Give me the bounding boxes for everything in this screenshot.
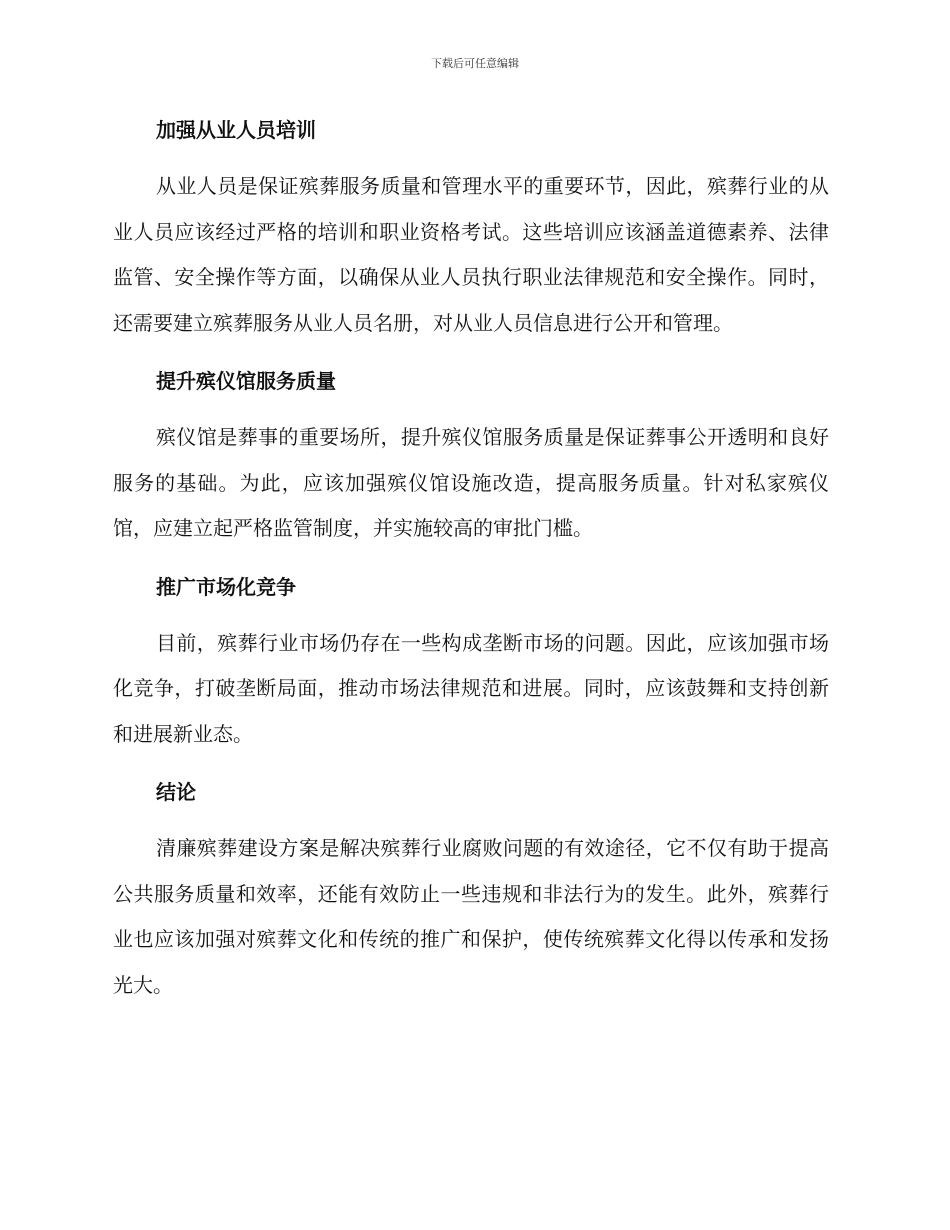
document-body	[113, 107, 829, 1020]
section-funeral-home-quality	[113, 358, 829, 552]
section-paragraph: 目前，殡葬行业市场仍存在一些构成垄断市场的问题。因此，应该加强市场化竞争，打破垄断局面，推动市场法律规范和进展。同时，应该鼓舞和支持创新和进展新业态。	[113, 630, 829, 746]
section-market-competition	[113, 564, 829, 758]
section-heading: 结论	[156, 780, 196, 804]
section-paragraph: 从业人员是保证殡葬服务质量和管理水平的重要环节，因此，殡葬行业的从业人员应该经过严格的培训和职业资格考试。这些培训应该涵盖道德素养、法律监管、安全操作等方面，以确保从业人员执行职业法律规范和安全操作。同时，还需要建立殡葬服务从业人员名册，对从业人员信息进行公开和管理。	[113, 174, 829, 335]
section-paragraph: 清廉殡葬建设方案是解决殡葬行业腐败问题的有效途径，它不仅有助于提高公共服务质量和效率，还能有效防止一些违规和非法行为的发生。此外，殡葬行业也应该加强对殡葬文化和传统的推广和保护，使传统殡葬文化得以传承和发扬光大。	[113, 836, 829, 997]
section-heading: 提升殡仪馆服务质量	[156, 369, 336, 393]
section-heading: 推广市场化竞争	[156, 574, 296, 599]
page-header: 下载后可任意编辑	[431, 57, 519, 70]
section-paragraph: 殡仪馆是葬事的重要场所，提升殡仪馆服务质量是保证葬事公开透明和良好服务的基础。为此，应该加强殡仪馆设施改造，提高服务质量。针对私家殡仪馆，应建立起严格监管制度，并实施较高的审批门槛。	[113, 425, 829, 540]
section-conclusion	[113, 769, 829, 1008]
section-heading: 加强从业人员培训	[156, 118, 316, 142]
section-staff-training	[113, 107, 829, 346]
